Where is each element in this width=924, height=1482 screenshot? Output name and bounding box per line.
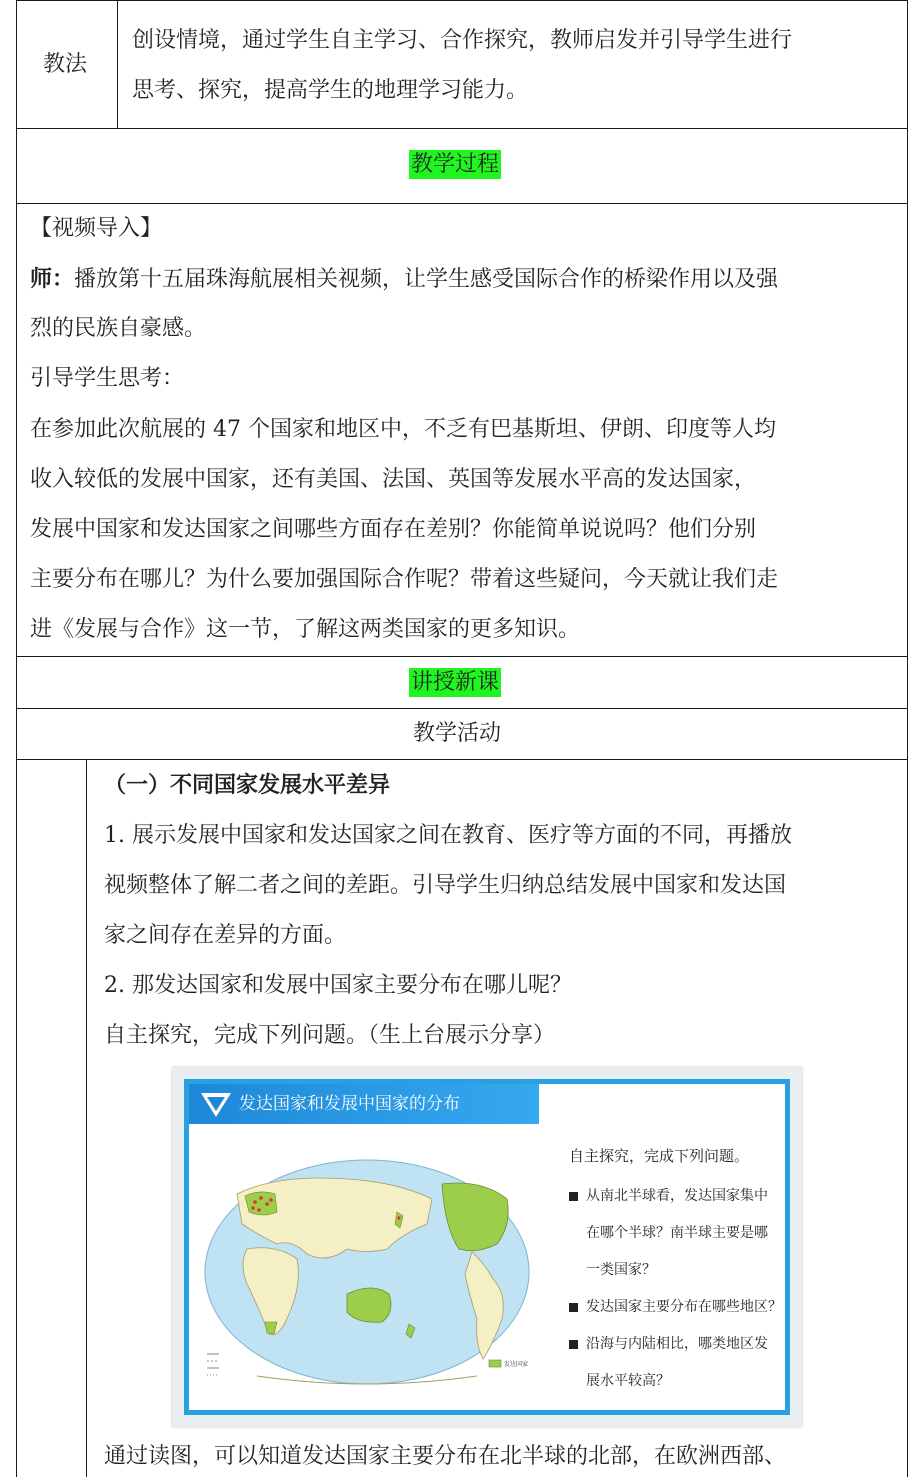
teacher-text: 播放第十五届珠海航展相关视频，让学生感受国际合作的桥梁作用以及强 <box>74 267 779 292</box>
slide-frame <box>184 1079 790 1415</box>
bullet-square-icon <box>569 1340 578 1349</box>
activity-heading: 教学活动 <box>413 721 502 746</box>
legend-swatch-developed <box>489 1360 501 1367</box>
teacher-prefix: 师： <box>30 266 75 292</box>
question-line4: 主要分布在哪儿？为什么要加强国际合作呢？带着这些疑问，今天就让我们走 <box>30 567 779 592</box>
slide-q2 <box>569 1289 782 1326</box>
section1-title: （一）不同国家发展水平差异 <box>104 772 391 798</box>
question-line1: 在参加此次航展的 47 个国家和地区中，不乏有巴基斯坦、伊朗、印度等人均 <box>30 417 776 442</box>
slide-q1-text1: 从南北半球看，发达国家集中 <box>586 1188 768 1204</box>
document-page <box>16 0 908 1477</box>
section1-p2: 2. 那发达国家和发展中国家主要分布在哪儿呢？ <box>104 973 572 998</box>
method-text-line2: 思考、探究，提高学生的地理学习能力。 <box>132 78 529 103</box>
table-border-left <box>16 0 17 1477</box>
slide-q1-line1 <box>569 1178 768 1215</box>
new-lesson-heading-text: 讲授新课 <box>411 670 500 695</box>
process-heading <box>409 140 501 190</box>
process-heading-text: 教学过程 <box>411 152 500 177</box>
developed-australia <box>347 1288 391 1322</box>
question-line5: 进《发展与合作》这一节，了解这两类国家的更多知识。 <box>30 617 581 642</box>
slide-header <box>189 1084 539 1124</box>
slide-q3-line2: 展水平较高？ <box>586 1373 670 1389</box>
slide-q2-text: 发达国家主要分布在哪些地区？ <box>586 1299 782 1315</box>
method-label: 教法 <box>43 52 88 77</box>
bullet-square-icon <box>569 1192 578 1201</box>
slide-q3-line1 <box>569 1326 768 1363</box>
row-divider-3 <box>16 656 908 657</box>
question-line2: 收入较低的发展中国家，还有美国、法国、英国等发展水平高的发达国家， <box>30 467 757 492</box>
table-border-right <box>907 0 908 1477</box>
new-lesson-heading <box>409 658 501 708</box>
method-text-line1: 创设情境，通过学生自主学习、合作探究，教师启发并引导学生进行 <box>132 28 793 53</box>
guide-text: 引导学生思考： <box>30 366 185 391</box>
section1-p1-line3: 家之间存在差异的方面。 <box>104 923 347 948</box>
slide-q1-line3: 一类国家？ <box>586 1262 656 1278</box>
section1-last-line: 通过读图，可以知道发达国家主要分布在北半球的北部，在欧洲西部、 <box>104 1444 787 1469</box>
question-line3: 发展中国家和发达国家之间哪些方面存在差别？你能简单说说吗？他们分别 <box>30 517 757 542</box>
triangle-logo-icon <box>199 1089 233 1119</box>
world-map <box>197 1154 537 1394</box>
slide-q3-text1: 沿海与内陆相比，哪类地区发 <box>586 1336 768 1352</box>
method-divider <box>117 0 118 128</box>
intro-tag: 【视频导入】 <box>30 216 163 241</box>
section1-p1-line1: 1. 展示发展中国家和发达国家之间在教育、医疗等方面的不同，再播放 <box>104 823 792 848</box>
section1-p1-line2: 视频整体了解二者之间的差距。引导学生归纳总结发展中国家和发达国 <box>104 873 787 898</box>
table-border-top <box>16 0 908 1</box>
slide-q1-line2: 在哪个半球？南半球主要是哪 <box>586 1225 768 1241</box>
section1-p3: 自主探究，完成下列问题。（生上台展示分享） <box>104 1023 556 1048</box>
slide-title: 发达国家和发展中国家的分布 <box>239 1094 460 1114</box>
row-divider-1 <box>16 128 908 129</box>
legend-developed-label: 发达国家 <box>504 1361 529 1368</box>
lesson-slide-image <box>172 1067 802 1427</box>
slide-prompt: 自主探究，完成下列问题。 <box>569 1147 750 1165</box>
activity-divider <box>86 759 87 1477</box>
bullet-square-icon <box>569 1303 578 1312</box>
teacher-line2: 烈的民族自豪感。 <box>30 316 207 341</box>
developed-europe <box>245 1192 277 1215</box>
teacher-line1 <box>30 254 778 305</box>
